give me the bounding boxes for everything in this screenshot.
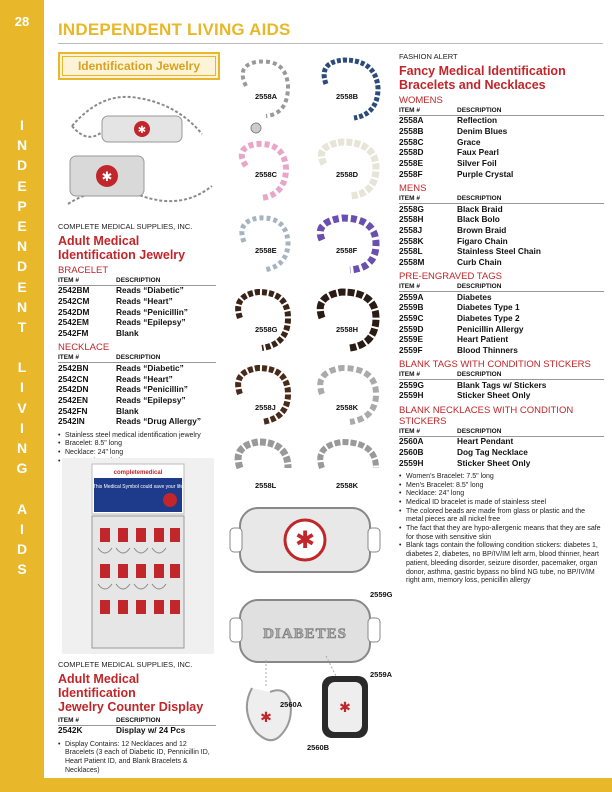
table-row: [58, 363, 216, 374]
item-description: Heart Pendant: [457, 436, 514, 447]
item-description: Reads “Heart”: [116, 296, 173, 307]
bullet-item: • Men’s Bracelet: 8.5" long: [399, 482, 604, 491]
fancy-bracelets-photos: [226, 56, 398, 480]
sidebar-letter: D: [16, 540, 28, 557]
col-desc-header: DESCRIPTION: [457, 427, 604, 437]
bullet-item: • Women’s Bracelet: 7.5" long: [399, 473, 604, 482]
sidebar-letter: I: [20, 117, 24, 133]
item-description: Blank: [116, 405, 139, 416]
item-number: 2559B: [399, 302, 424, 313]
group-heading: BLANK TAGS WITH CONDITION STICKERS: [399, 359, 591, 371]
table-row: [399, 137, 604, 148]
item-description: Diabetes Type 1: [457, 302, 520, 313]
item-number: 2542EM: [58, 317, 89, 328]
svg-text:completemedical: completemedical: [113, 470, 163, 476]
item-number: 2558C: [399, 136, 424, 147]
bullet-item: • Display Contains: 12 Necklaces and 12 Bracelets (3 each of Diabetic ID, Pennicillin ID, Heart Patient ID, and Blank Bracelets & Necklaces): [58, 741, 216, 776]
item-description: Brown Braid: [457, 224, 507, 235]
table-row: [399, 215, 604, 226]
item-number: 2560A: [399, 436, 424, 447]
bracelet-heading: BRACELET: [58, 265, 109, 276]
sidebar-letter: I: [20, 520, 24, 537]
product-title-2: Bracelets and Necklaces: [399, 78, 546, 92]
fashion-bullets: [399, 473, 604, 586]
bullet-item: • Stainless steel medical identification jewelry: [58, 432, 216, 441]
item-number: 2558E: [399, 158, 423, 169]
product-title-2: Identification Jewelry: [58, 248, 186, 262]
table-row: [399, 159, 604, 170]
col-item-header: ITEM #: [58, 276, 116, 286]
photo-label: 2558A: [255, 92, 278, 101]
photo-label: 2558K: [336, 403, 359, 412]
item-number: 2542CN: [58, 373, 89, 384]
table-row: [399, 148, 604, 159]
item-number: 2542DN: [58, 384, 89, 395]
table-row: [399, 346, 604, 357]
page-number: 28: [14, 14, 30, 29]
item-number: 2559G: [399, 379, 424, 390]
adult-jewelry-section: [58, 222, 216, 466]
svg-text:This Medical Symbol could save: This Medical Symbol could save your life: [92, 484, 184, 490]
item-number: 2542DM: [58, 306, 90, 317]
group-heading: WOMENS: [399, 95, 443, 106]
svg-text:✱: ✱: [339, 700, 351, 716]
col-desc-header: DESCRIPTION: [457, 370, 604, 380]
svg-text:✱: ✱: [101, 170, 113, 185]
photo-label: 2558F: [336, 246, 358, 255]
table-row: [399, 169, 604, 180]
page-title: INDEPENDENT LIVING AIDS: [58, 20, 291, 39]
group-heading: PRE-ENGRAVED TAGS: [399, 271, 502, 283]
col-desc-header: DESCRIPTION: [457, 106, 604, 116]
product-title: Adult Medical: [58, 234, 140, 248]
item-description: Dog Tag Necklace: [457, 446, 528, 457]
table-row: [399, 226, 604, 237]
item-description: Reads “Drug Allergy”: [116, 416, 201, 427]
manufacturer: COMPLETE MEDICAL SUPPLIES, INC.: [58, 222, 193, 231]
col-item-header: ITEM #: [399, 282, 457, 292]
col-item-header: ITEM #: [399, 427, 457, 437]
display-bullets: [58, 741, 216, 776]
item-number: 2542FN: [58, 405, 88, 416]
photo-label: 2559A: [370, 670, 393, 679]
item-number: 2542BM: [58, 285, 90, 296]
table-row: [399, 258, 604, 269]
photo-label: 2558J: [255, 403, 276, 412]
bullet-item: • The colored beads are made from glass or plastic and the metal pieces are all nickel free: [399, 508, 604, 525]
item-description: Diabetes Type 2: [457, 313, 520, 324]
item-number: 2558D: [399, 147, 424, 158]
col-desc-header: DESCRIPTION: [116, 716, 216, 726]
table-row: [399, 324, 604, 335]
group-table: [399, 194, 604, 268]
col-desc-header: DESCRIPTION: [457, 282, 604, 292]
sidebar-letter: D: [16, 157, 28, 174]
item-number: 2559H: [399, 390, 424, 401]
svg-text:DIABETES: DIABETES: [263, 626, 347, 642]
item-description: Denim Blues: [457, 126, 508, 137]
col-item-header: ITEM #: [58, 353, 116, 363]
item-description: Silver Foil: [457, 158, 497, 169]
item-description: Display w/ 24 Pcs: [116, 725, 186, 736]
item-number: 2558F: [399, 168, 423, 179]
item-description: Reads “Epilepsy”: [116, 394, 186, 405]
group-table: [399, 427, 604, 469]
sidebar-letter: E: [17, 177, 27, 194]
sidebar-letter: N: [16, 298, 28, 315]
section-tab-label: Identification Jewelry: [62, 56, 216, 76]
table-row: [58, 329, 216, 340]
section-tab: [58, 52, 220, 80]
photo-label: 2560B: [307, 743, 330, 752]
sidebar-letter: N: [16, 137, 28, 154]
table-row: [58, 726, 216, 737]
sidebar-vertical-text: [0, 115, 44, 579]
product-title: Adult Medical Identification: [58, 672, 140, 700]
item-number: 2560B: [399, 446, 424, 457]
bullet-item: • Necklace: 24" long: [399, 490, 604, 499]
item-number: 2559D: [399, 323, 424, 334]
table-row: [399, 303, 604, 314]
item-description: Blood Thinners: [457, 345, 518, 356]
photo-label: 2558C: [255, 170, 278, 179]
sidebar-letter: V: [17, 399, 27, 416]
table-row: [58, 417, 216, 428]
bracelet-photo: [62, 86, 214, 218]
tags-photos: [226, 500, 398, 760]
table-row: [399, 292, 604, 303]
group-heading: MENS: [399, 183, 427, 195]
item-number: 2559F: [399, 345, 423, 356]
item-description: Reads “Penicillin”: [116, 384, 188, 395]
product-title-2: Jewelry Counter Display: [58, 700, 204, 714]
photo-label: 2558L: [255, 481, 277, 490]
necklace-table: [58, 353, 216, 427]
bracelet-2558B: [324, 60, 378, 118]
display-section: [58, 660, 216, 776]
table-row: [399, 436, 604, 447]
photo-label: 2558G: [255, 325, 278, 334]
table-row: [58, 396, 216, 407]
table-row: [399, 391, 604, 402]
photo-label: 2558H: [336, 325, 359, 334]
item-number: 2558A: [399, 115, 424, 126]
item-description: Black Braid: [457, 203, 503, 214]
col-item-header: ITEM #: [399, 194, 457, 204]
sidebar-letter: N: [16, 238, 28, 255]
sidebar-letter: [0, 478, 44, 498]
sidebar-letter: A: [16, 500, 28, 517]
item-description: Penicillin Allergy: [457, 323, 524, 334]
table-row: [399, 116, 604, 127]
item-description: Grace: [457, 136, 481, 147]
display-photo: [62, 458, 214, 654]
item-number: 2558J: [399, 224, 423, 235]
item-description: Faux Pearl: [457, 147, 499, 158]
sidebar-letter: D: [16, 258, 28, 275]
item-number: 2542FM: [58, 328, 89, 339]
table-row: [399, 380, 604, 391]
item-number: 2558K: [399, 235, 424, 246]
item-number: 2558G: [399, 203, 424, 214]
table-row: [399, 447, 604, 458]
sidebar-letter: S: [17, 561, 27, 578]
item-number: 2558H: [399, 214, 424, 225]
table-row: [399, 335, 604, 346]
bullet-item: • Medical ID bracelet is made of stainless steel: [399, 499, 604, 508]
col-item-header: ITEM #: [399, 106, 457, 116]
item-number: 2559C: [399, 313, 424, 324]
table-row: [399, 247, 604, 258]
item-description: Purple Crystal: [457, 168, 514, 179]
table-row: [58, 318, 216, 329]
manufacturer: COMPLETE MEDICAL SUPPLIES, INC.: [58, 660, 193, 669]
svg-text:✱: ✱: [137, 125, 147, 136]
item-description: Sticker Sheet Only: [457, 457, 531, 468]
col-desc-header: DESCRIPTION: [116, 276, 216, 286]
bullet-item: • Necklace: 24" long: [58, 449, 216, 458]
fashion-section: [399, 52, 604, 586]
svg-text:✱: ✱: [260, 710, 272, 726]
item-description: Reads “Heart”: [116, 373, 173, 384]
product-title: Fancy Medical Identification: [399, 64, 566, 78]
photo-label: 2559G: [370, 590, 393, 599]
sidebar-letter: I: [20, 419, 24, 436]
col-desc-header: DESCRIPTION: [116, 353, 216, 363]
table-row: [58, 307, 216, 318]
bullet-item: • Blank tags contain the following condition stickers: diabetes 1, diabetes 2, diabetes, no BP/IV/IM left arm, blood thinner, heart patient, bleeding disorder, seizure disorder, pacemaker, organ donor, asthma, gastric bypass no blind NG tube, no BP/IV/IM right arm, memory loss, penicillin allergy: [399, 542, 604, 586]
footer-bar: [44, 778, 612, 792]
item-number: 2542IN: [58, 416, 85, 427]
col-desc-header: DESCRIPTION: [457, 194, 604, 204]
table-row: [58, 385, 216, 396]
table-row: [399, 236, 604, 247]
photo-label: 2560A: [280, 700, 303, 709]
item-number: 2558B: [399, 126, 424, 137]
kicker: FASHION ALERT: [399, 52, 458, 61]
photo-label: 2558E: [255, 246, 277, 255]
photo-label: 2558D: [336, 170, 359, 179]
sidebar-letter: E: [17, 278, 27, 295]
item-description: Reads “Penicillin”: [116, 306, 188, 317]
table-row: [58, 406, 216, 417]
item-number: 2542K: [58, 725, 83, 736]
sidebar-letter: T: [17, 318, 27, 335]
necklace-heading: NECKLACE: [58, 342, 110, 354]
table-row: [399, 314, 604, 325]
group-table: [399, 282, 604, 356]
item-description: Blank Tags w/ Stickers: [457, 379, 547, 390]
item-number: 2542EN: [58, 394, 88, 405]
item-number: 2559E: [399, 334, 423, 345]
item-number: 2542BN: [58, 362, 89, 373]
photo-label: 2558K: [336, 481, 359, 490]
group-table: [399, 370, 604, 401]
item-description: Reads “Diabetic”: [116, 285, 184, 296]
group-heading: BLANK NECKLACES WITH CONDITION STICKERS: [399, 404, 574, 427]
display-table: [58, 716, 216, 737]
sidebar-letter: P: [17, 197, 27, 214]
item-description: Stainless Steel Chain: [457, 246, 541, 257]
item-description: Reads “Epilepsy”: [116, 317, 186, 328]
sidebar-letter: I: [20, 379, 24, 396]
bullet-item: • Bracelet: 8.5" long: [58, 440, 216, 449]
item-description: Heart Patient: [457, 334, 509, 345]
sidebar-letter: [0, 337, 44, 357]
sidebar-letter: E: [17, 217, 27, 234]
col-item-header: ITEM #: [58, 716, 116, 726]
item-description: Curb Chain: [457, 256, 502, 267]
item-description: Reflection: [457, 115, 498, 126]
item-number: 2542CM: [58, 296, 90, 307]
group-table: [399, 106, 604, 180]
sidebar-letter: L: [17, 359, 27, 376]
table-row: [399, 204, 604, 215]
table-row: [399, 458, 604, 469]
item-description: Black Bolo: [457, 214, 500, 225]
item-number: 2559H: [399, 457, 424, 468]
table-row: [58, 297, 216, 308]
bracelet-table: [58, 276, 216, 339]
item-description: Diabetes: [457, 291, 492, 302]
item-description: Blank: [116, 328, 139, 339]
item-description: Reads “Diabetic”: [116, 362, 184, 373]
sidebar-letter: G: [16, 460, 28, 477]
photo-label: 2558B: [336, 92, 359, 101]
table-row: [58, 286, 216, 297]
item-description: Sticker Sheet Only: [457, 390, 531, 401]
col-item-header: ITEM #: [399, 370, 457, 380]
title-divider: [58, 43, 603, 44]
sidebar-letter: N: [16, 440, 28, 456]
table-row: [399, 127, 604, 138]
item-number: 2558M: [399, 256, 425, 267]
item-number: 2558L: [399, 246, 423, 257]
item-number: 2559A: [399, 291, 424, 302]
svg-text:✱: ✱: [294, 526, 316, 554]
bullet-item: • The fact that they are hypo-allergenic means that they are safe for those with sensitive skin: [399, 525, 604, 542]
item-description: Figaro Chain: [457, 235, 508, 246]
table-row: [58, 374, 216, 385]
